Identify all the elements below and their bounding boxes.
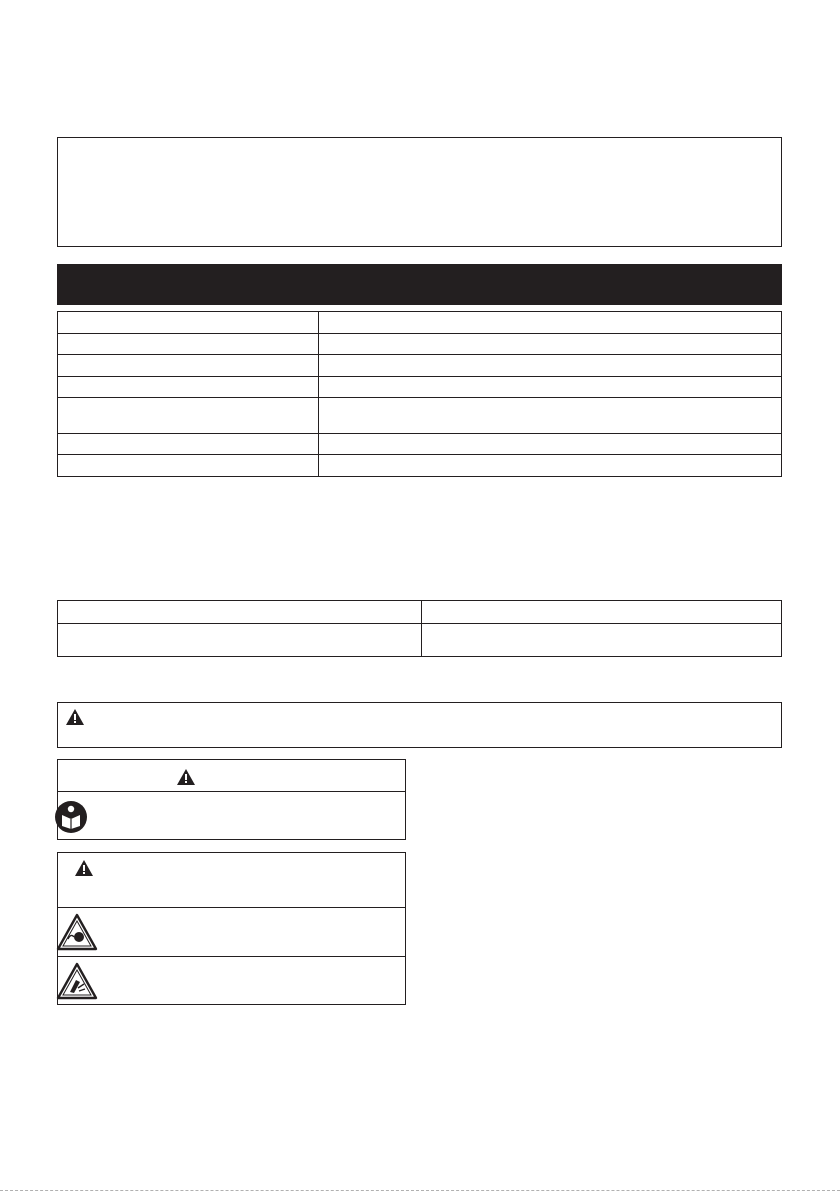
spec-row-divider (58, 376, 781, 377)
hazard-row-divider (58, 907, 405, 908)
read-manual-icon (53, 799, 89, 835)
spec-row-divider (58, 333, 781, 334)
warning-triangle-icon (177, 769, 195, 785)
spec-column-divider (318, 312, 319, 476)
kickback-hazard-icon (56, 913, 98, 951)
specification-header-bar (57, 264, 782, 305)
spec-row-divider (58, 354, 781, 355)
warning-triangle-icon (66, 709, 84, 725)
warning-banner (57, 702, 782, 748)
spec-row-divider (58, 454, 781, 455)
spec-row-divider (58, 397, 781, 398)
hazard-row-divider (58, 956, 405, 957)
cutting-hazard-icon (56, 962, 98, 1000)
specification-table (57, 311, 782, 477)
symbols-box (57, 759, 406, 840)
model-row-divider (58, 623, 781, 624)
notice-box (57, 137, 782, 247)
hazard-box (57, 852, 406, 1005)
model-column-divider (421, 601, 422, 656)
symbols-row-divider (58, 791, 405, 792)
warning-triangle-icon (75, 860, 93, 876)
model-table (57, 600, 782, 657)
spec-row-divider (58, 433, 781, 434)
